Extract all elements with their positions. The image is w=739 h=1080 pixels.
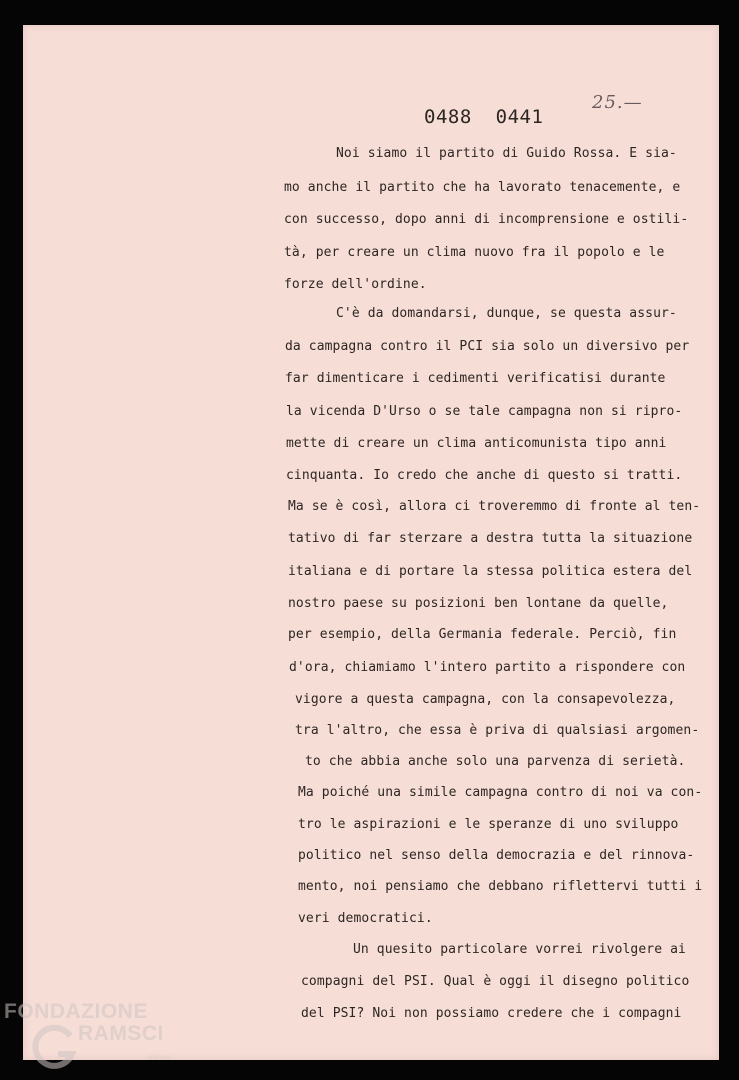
text-line: italiana e di portare la stessa politica estera del: [288, 564, 693, 579]
text-line: mento, noi pensiamo che debbano riflettervi tutti i: [298, 879, 703, 894]
text-line: Ma poiché una simile campagna contro di noi va con-: [298, 785, 703, 800]
text-line: compagni del PSI. Qual è oggi il disegno politico: [301, 974, 690, 989]
document-number: 0488 0441: [424, 106, 544, 128]
watermark-line-3: onlus: [148, 1053, 170, 1062]
text-line: vigore a questa campagna, con la consapevolezza,: [295, 692, 676, 707]
text-line: tra l'altro, che essa è priva di qualsiasi argomen-: [295, 723, 700, 738]
text-line: forze dell'ordine.: [284, 277, 427, 292]
text-line: per esempio, della Germania federale. Perciò, fin: [288, 627, 677, 642]
text-line: veri democratici.: [298, 911, 433, 926]
watermark-line-1: FONDAZIONE: [4, 1000, 148, 1023]
text-line: la vicenda D'Urso o se tale campagna non si ripro-: [286, 404, 683, 419]
text-line: Un quesito particolare vorrei rivolgere ai: [353, 942, 686, 957]
fondazione-gramsci-watermark: [4, 998, 194, 1078]
text-line: tà, per creare un clima nuovo fra il popolo e le: [284, 245, 665, 260]
text-line: d'ora, chiamiamo l'intero partito a rispondere con: [289, 660, 686, 675]
text-line: tro le aspirazioni e le speranze di uno sviluppo: [298, 817, 679, 832]
handwritten-page-number: 25.—: [592, 92, 643, 113]
text-line: mo anche il partito che ha lavorato tenacemente, e: [284, 180, 681, 195]
text-line: politico nel senso della democrazia e del rinnova-: [298, 848, 695, 863]
text-line: far dimenticare i cedimenti verificatisi durante: [285, 371, 666, 386]
text-line: del PSI? Noi non possiamo credere che i compagni: [301, 1006, 682, 1021]
text-line: to che abbia anche solo una parvenza di serietà.: [305, 754, 686, 769]
text-line: tativo di far sterzare a destra tutta la situazione: [288, 531, 693, 546]
text-line: cinquanta. Io credo che anche di questo si tratti.: [286, 468, 683, 483]
gramsci-g-logo-icon: [32, 1024, 78, 1070]
text-line: Ma se è così, allora ci troveremmo di fronte al ten-: [288, 499, 701, 514]
text-line: da campagna contro il PCI sia solo un diversivo per: [285, 339, 690, 354]
text-line: con successo, dopo anni di incomprensione e ostili-: [284, 212, 689, 227]
text-line: nostro paese su posizioni ben lontane da quelle,: [288, 596, 669, 611]
text-line: mette di creare un clima anticomunista tipo anni: [286, 436, 667, 451]
text-line: Noi siamo il partito di Guido Rossa. E sia-: [336, 146, 677, 161]
text-line: C'è da domandarsi, dunque, se questa assur-: [336, 306, 677, 321]
watermark-line-2: RAMSCI: [78, 1022, 164, 1045]
